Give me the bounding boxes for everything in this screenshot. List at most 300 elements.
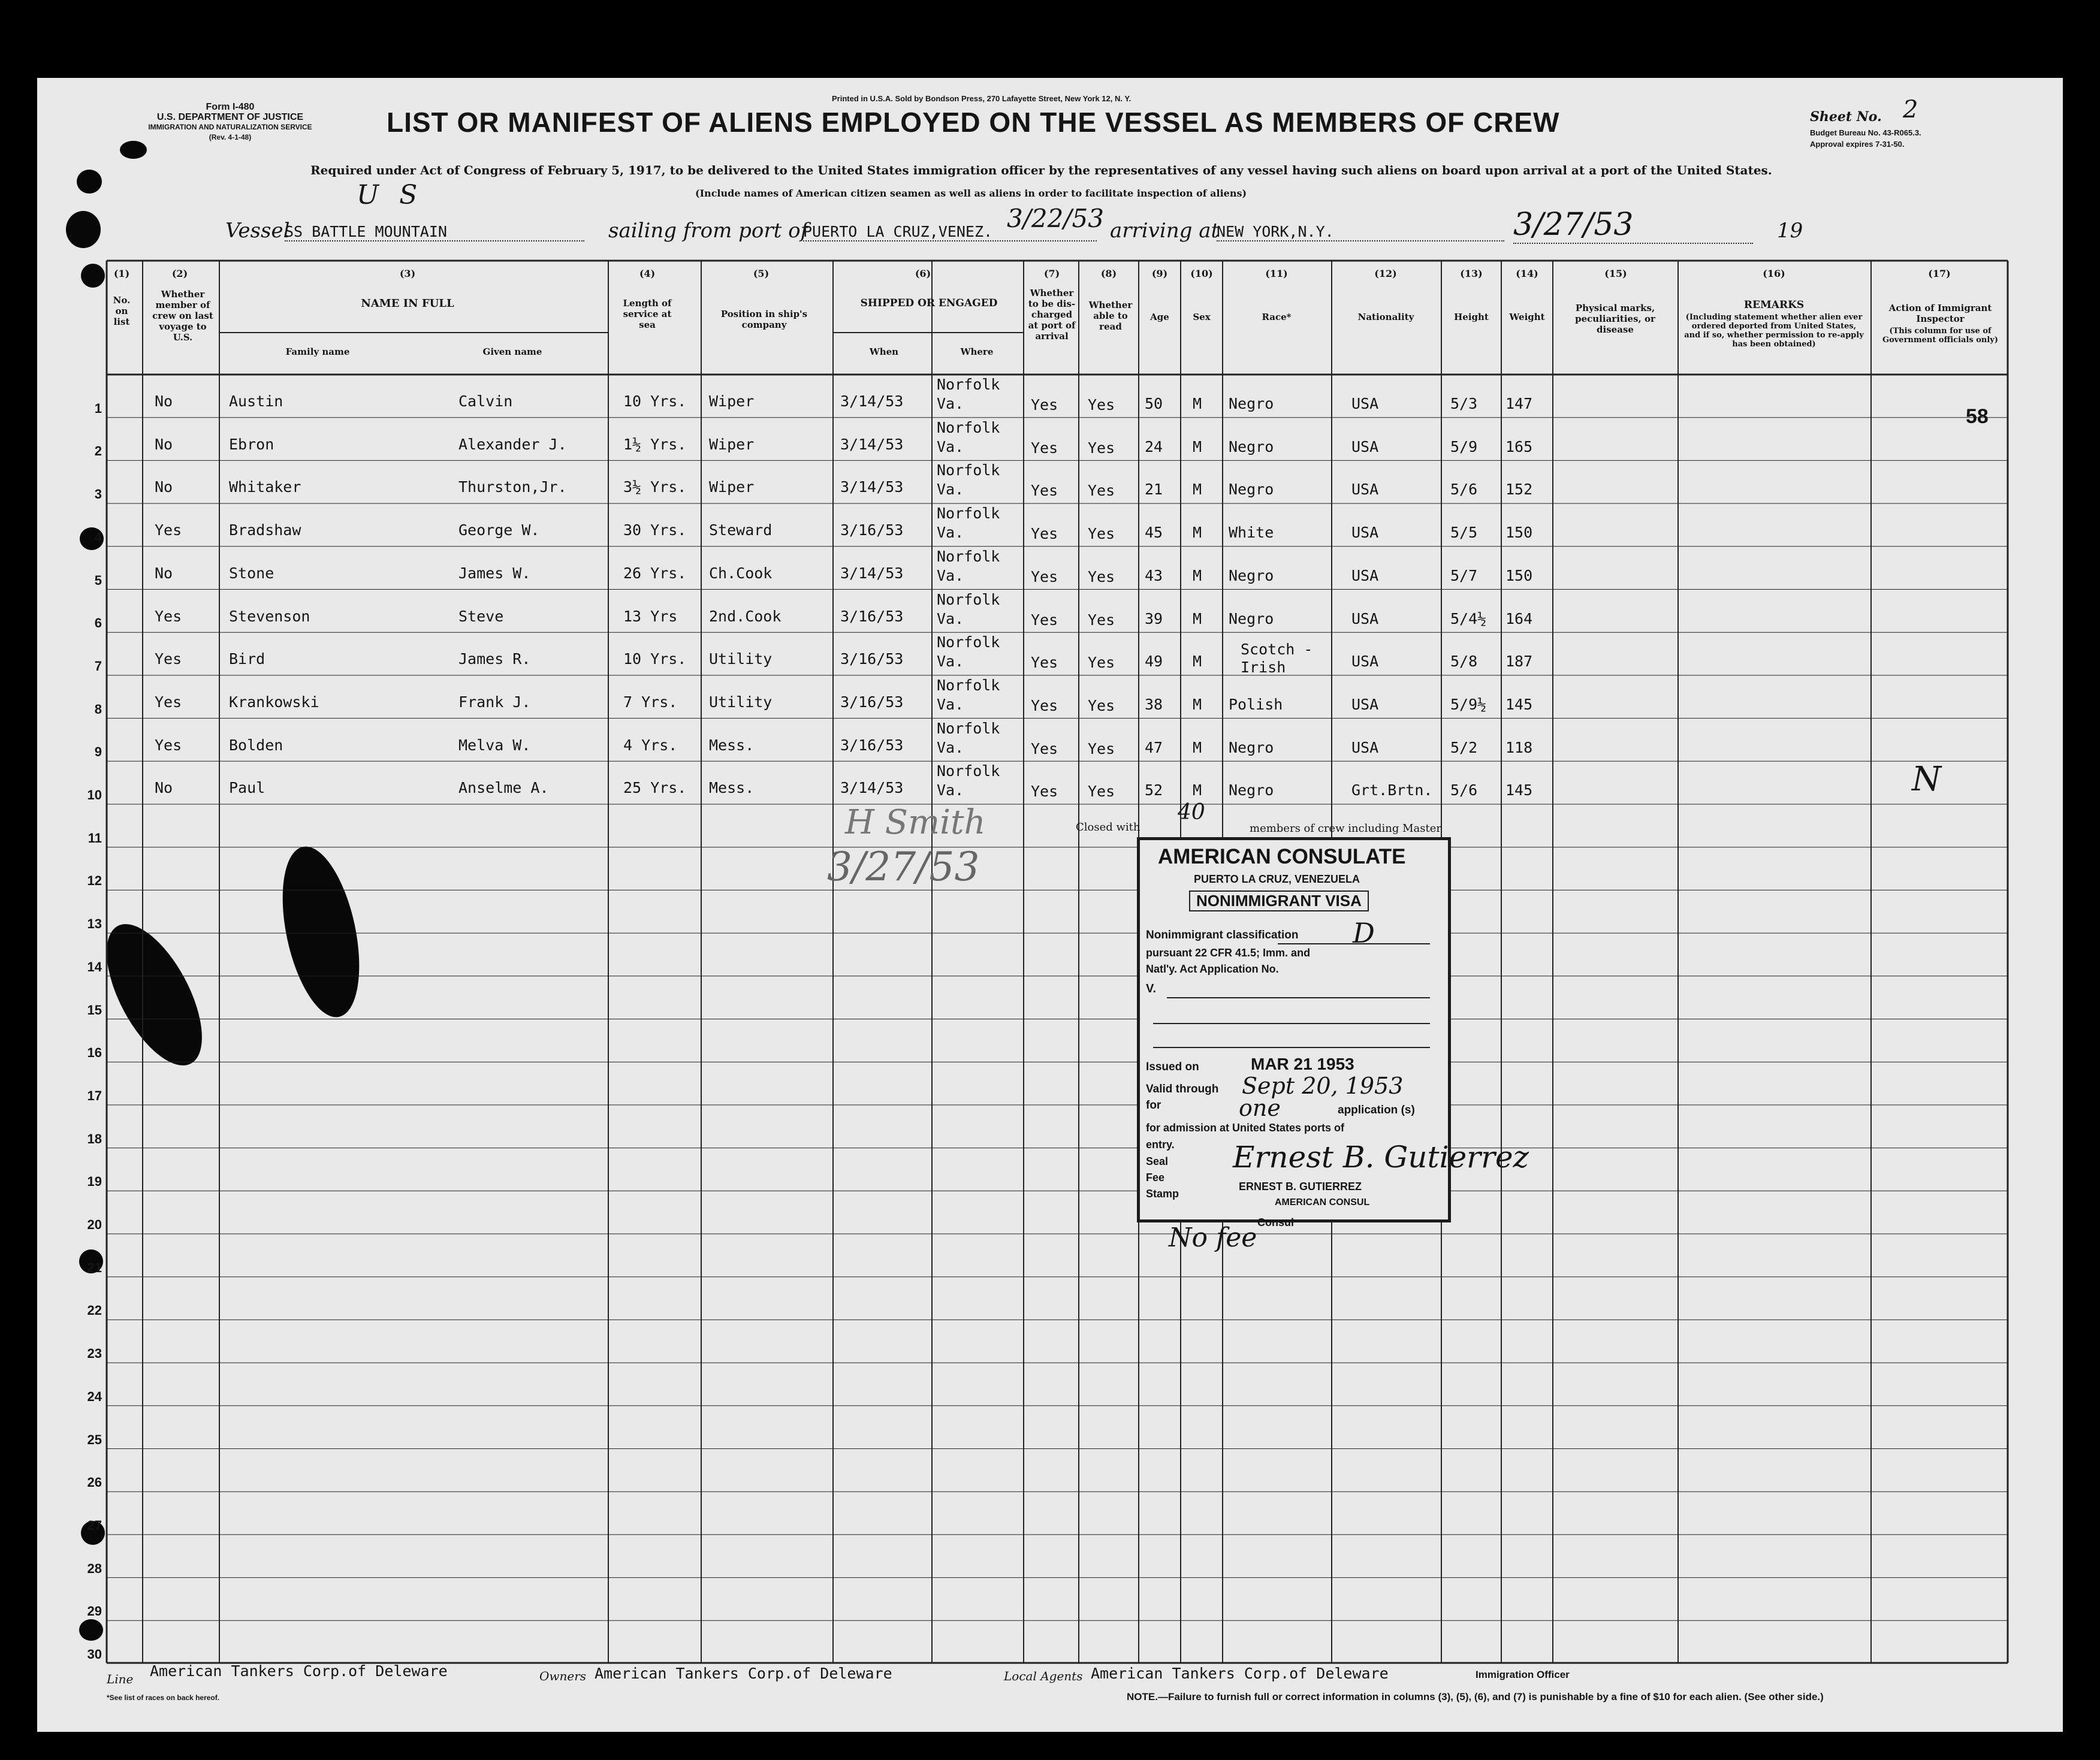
row-number: 6 bbox=[94, 615, 102, 631]
row-number: 16 bbox=[87, 1045, 102, 1061]
no-fee-note: No fee bbox=[1169, 1222, 1257, 1253]
cell-able-to-read: Yes bbox=[1088, 396, 1115, 413]
row-number: 27 bbox=[87, 1517, 102, 1533]
department: U.S. DEPARTMENT OF JUSTICE bbox=[156, 112, 304, 122]
cell-shipped-where: Norfolk bbox=[937, 590, 1000, 608]
cell-family-name: Bradshaw bbox=[229, 521, 301, 539]
column-header-sex: Sex bbox=[1193, 312, 1211, 322]
stamp-valid-label: Valid through bbox=[1146, 1083, 1219, 1095]
footer-officer-label: Immigration Officer bbox=[1476, 1669, 1570, 1680]
cell-service-length: 10 Yrs. bbox=[623, 393, 687, 410]
cell-weight: 164 bbox=[1505, 609, 1533, 627]
cell-family-name: Krankowski bbox=[229, 693, 319, 711]
form-number: Form I-480 bbox=[206, 102, 255, 112]
cell-height: 5/2 bbox=[1450, 738, 1478, 756]
inspector-signature: H Smith bbox=[845, 803, 986, 842]
service: IMMIGRATION AND NATURALIZATION SERVICE bbox=[148, 123, 312, 131]
cell-given-name: Melva W. bbox=[458, 736, 531, 754]
cell-given-name: Alexander J. bbox=[458, 435, 567, 453]
budget-bureau: Budget Bureau No. 43-R065.3. bbox=[1810, 128, 1921, 137]
column-number: (9) bbox=[1151, 268, 1168, 279]
cell-able-to-read: Yes bbox=[1088, 439, 1115, 457]
cell-discharged: Yes bbox=[1031, 611, 1058, 629]
cell-sex: M bbox=[1193, 566, 1202, 584]
cell-previous-voyage: No bbox=[155, 564, 173, 582]
cell-age: 43 bbox=[1145, 566, 1163, 584]
column-header-action-note: (This column for use of Government officials only) bbox=[1882, 327, 1998, 345]
sheet-number: 2 bbox=[1903, 96, 1918, 123]
row-number: 12 bbox=[87, 873, 102, 889]
cell-shipped-when: 3/14/53 bbox=[840, 478, 904, 496]
cell-position: Utility bbox=[709, 693, 773, 711]
column-header-given-name: Given name bbox=[482, 346, 542, 357]
row-number: 20 bbox=[87, 1217, 102, 1232]
column-number: (17) bbox=[1928, 268, 1951, 279]
column-header-where: Where bbox=[960, 346, 994, 357]
stamp-v-label: V. bbox=[1146, 982, 1157, 995]
cell-shipped-where: Norfolk bbox=[937, 719, 1000, 737]
cell-position: Steward bbox=[709, 521, 773, 539]
cell-height: 5/6 bbox=[1450, 781, 1478, 799]
cell-service-length: 4 Yrs. bbox=[623, 736, 678, 754]
cell-race: Polish bbox=[1229, 695, 1283, 713]
approval-expiry: Approval expires 7-31-50. bbox=[1810, 140, 1905, 149]
cell-family-name: Ebron bbox=[229, 435, 274, 453]
stamp-classification: D bbox=[1353, 917, 1375, 949]
stamp-application-count: one bbox=[1239, 1095, 1281, 1121]
cell-race: Negro bbox=[1229, 738, 1274, 756]
cell-family-name: Austin bbox=[229, 393, 283, 410]
year-label: 19 bbox=[1777, 219, 1803, 243]
row-number: 25 bbox=[87, 1432, 102, 1447]
footer-races-note: *See list of races on back hereof. bbox=[107, 1693, 220, 1702]
cell-shipped-where: Norfolk bbox=[937, 633, 1000, 651]
stamp-field-line bbox=[1278, 943, 1430, 944]
stamp-field-line bbox=[1153, 1047, 1430, 1048]
cell-shipped-where: Va. bbox=[937, 524, 964, 542]
column-header-nationality: Nationality bbox=[1357, 312, 1414, 322]
revision: (Rev. 4-1-48) bbox=[209, 133, 252, 141]
row-number: 5 bbox=[94, 572, 102, 588]
cell-service-length: 3½ Yrs. bbox=[623, 478, 687, 496]
arriving-date: 3/27/53 bbox=[1513, 207, 1753, 244]
cell-given-name: Calvin bbox=[458, 393, 513, 410]
cell-position: Ch.Cook bbox=[709, 564, 773, 582]
cell-age: 49 bbox=[1145, 653, 1163, 671]
row-number: 17 bbox=[87, 1088, 102, 1103]
column-number: (2) bbox=[171, 268, 188, 279]
cell-race: Negro bbox=[1229, 609, 1274, 627]
cell-shipped-where: Va. bbox=[937, 437, 964, 455]
column-header-length-of-service: Length of service at sea bbox=[623, 298, 672, 330]
cell-sex: M bbox=[1193, 738, 1202, 756]
cell-family-name: Stevenson bbox=[229, 607, 310, 625]
cell-previous-voyage: No bbox=[155, 478, 173, 496]
printer-line: Printed in U.S.A. Sold by Bondson Press, 270 Lafayette Street, New York 12, N. Y. bbox=[832, 94, 1132, 103]
stamp-pursuant: pursuant 22 CFR 41.5; Imm. and bbox=[1146, 947, 1311, 959]
stamp-field-line bbox=[1153, 1023, 1430, 1024]
footer-line-label: Line bbox=[107, 1672, 134, 1686]
row-number: 26 bbox=[87, 1475, 102, 1490]
column-number: (6) bbox=[915, 268, 931, 279]
row-number: 4 bbox=[94, 529, 102, 545]
column-number: (3) bbox=[399, 268, 416, 279]
cell-family-name: Bolden bbox=[229, 736, 283, 754]
stamp-classification-label: Nonimmigrant classification bbox=[1146, 929, 1299, 941]
consul-name: ERNEST B. GUTIERREZ bbox=[1239, 1181, 1362, 1193]
closed-note: Closed with bbox=[1076, 821, 1140, 834]
cell-nationality: Grt.Brtn. bbox=[1351, 781, 1433, 799]
cell-service-length: 7 Yrs. bbox=[623, 693, 678, 711]
footer-agents-value: American Tankers Corp.of Deleware bbox=[1091, 1665, 1389, 1682]
cell-nationality: USA bbox=[1351, 481, 1379, 499]
cell-age: 47 bbox=[1145, 738, 1163, 756]
cell-nationality: USA bbox=[1351, 437, 1379, 455]
cell-nationality: USA bbox=[1351, 524, 1379, 542]
column-header-when: When bbox=[869, 346, 899, 357]
cell-sex: M bbox=[1193, 781, 1202, 799]
row-number: 1 bbox=[94, 400, 102, 416]
cell-race: Irish bbox=[1241, 659, 1286, 677]
cell-position: 2nd.Cook bbox=[709, 607, 782, 625]
closed-count: 40 bbox=[1178, 800, 1205, 825]
cell-weight: 145 bbox=[1505, 695, 1533, 713]
column-header-action: Action of Immigrant Inspector bbox=[1888, 303, 1992, 324]
cell-shipped-where: Norfolk bbox=[937, 676, 1000, 694]
cell-service-length: 1½ Yrs. bbox=[623, 435, 687, 453]
row-number: 29 bbox=[87, 1604, 102, 1619]
cell-shipped-where: Va. bbox=[937, 566, 964, 584]
cell-shipped-where: Norfolk bbox=[937, 376, 1000, 393]
consulate-visa-stamp bbox=[1137, 837, 1529, 1222]
cell-able-to-read: Yes bbox=[1088, 482, 1115, 500]
vessel-name: SS BATTLE MOUNTAIN bbox=[285, 223, 584, 241]
vessel-label: Vessel bbox=[225, 219, 290, 243]
cell-shipped-when: 3/16/53 bbox=[840, 521, 904, 539]
cell-given-name: George W. bbox=[458, 521, 540, 539]
cell-height: 5/7 bbox=[1450, 566, 1478, 584]
cell-discharged: Yes bbox=[1031, 482, 1058, 500]
cell-able-to-read: Yes bbox=[1088, 611, 1115, 629]
cell-weight: 147 bbox=[1505, 395, 1533, 412]
cell-race: Negro bbox=[1229, 481, 1274, 499]
column-number: (15) bbox=[1604, 268, 1627, 279]
cell-race: Negro bbox=[1229, 395, 1274, 412]
cell-shipped-where: Norfolk bbox=[937, 461, 1000, 479]
cell-discharged: Yes bbox=[1031, 396, 1058, 413]
column-number: (11) bbox=[1265, 268, 1288, 279]
cell-position: Wiper bbox=[709, 393, 755, 410]
cell-service-length: 25 Yrs. bbox=[623, 779, 687, 797]
cell-previous-voyage: Yes bbox=[155, 693, 182, 711]
column-number: (8) bbox=[1100, 268, 1117, 279]
cell-previous-voyage: Yes bbox=[155, 736, 182, 754]
row-number: 22 bbox=[87, 1303, 102, 1318]
cell-service-length: 10 Yrs. bbox=[623, 650, 687, 668]
stamp-applications-label: application (s) bbox=[1338, 1104, 1415, 1116]
column-header-able-to-read: Whether able to read bbox=[1088, 300, 1133, 332]
cell-given-name: Frank J. bbox=[458, 693, 531, 711]
cell-shipped-when: 3/14/53 bbox=[840, 435, 904, 453]
cell-shipped-when: 3/14/53 bbox=[840, 779, 904, 797]
form-subtitle-note: (Include names of American citizen seamen as well as aliens in order to facilitate inspection of aliens) bbox=[695, 188, 1247, 199]
cell-previous-voyage: No bbox=[155, 435, 173, 453]
footer-owners-label: Owners bbox=[539, 1669, 587, 1683]
cell-shipped-when: 3/16/53 bbox=[840, 736, 904, 754]
cell-weight: 145 bbox=[1505, 781, 1533, 799]
cell-age: 52 bbox=[1145, 781, 1163, 799]
stamp-field-line bbox=[1167, 997, 1430, 998]
consul-signature: Ernest B. Gutierrez bbox=[1233, 1140, 1529, 1175]
cell-age: 21 bbox=[1145, 481, 1163, 499]
cell-discharged: Yes bbox=[1031, 654, 1058, 672]
row-number: 30 bbox=[87, 1647, 102, 1662]
stamp-issued-date: MAR 21 1953 bbox=[1251, 1055, 1354, 1073]
cell-given-name: Anselme A. bbox=[458, 779, 549, 797]
cell-previous-voyage: No bbox=[155, 779, 173, 797]
cell-race: Scotch - bbox=[1241, 641, 1313, 659]
cell-shipped-when: 3/14/53 bbox=[840, 564, 904, 582]
cell-position: Wiper bbox=[709, 478, 755, 496]
column-number: (14) bbox=[1516, 268, 1538, 279]
cell-nationality: USA bbox=[1351, 395, 1379, 412]
row-number: 24 bbox=[87, 1388, 102, 1404]
row-number: 18 bbox=[87, 1131, 102, 1146]
cell-shipped-where: Norfolk bbox=[937, 547, 1000, 565]
cell-weight: 150 bbox=[1505, 566, 1533, 584]
row-number: 15 bbox=[87, 1002, 102, 1018]
cell-height: 5/5 bbox=[1450, 524, 1478, 542]
cell-age: 50 bbox=[1145, 395, 1163, 412]
column-number: (16) bbox=[1763, 268, 1785, 279]
cell-age: 39 bbox=[1145, 609, 1163, 627]
cell-race: Negro bbox=[1229, 437, 1274, 455]
stamp-admission: for admission at United States ports of bbox=[1146, 1122, 1345, 1134]
cell-height: 5/3 bbox=[1450, 395, 1478, 412]
cell-sex: M bbox=[1193, 395, 1202, 412]
row-number: 10 bbox=[87, 787, 102, 802]
cell-discharged: Yes bbox=[1031, 567, 1058, 585]
cell-family-name: Paul bbox=[229, 779, 265, 797]
cell-service-length: 30 Yrs. bbox=[623, 521, 687, 539]
column-header-no: No. on list bbox=[113, 295, 131, 327]
column-header-age: Age bbox=[1150, 312, 1169, 322]
cell-position: Wiper bbox=[709, 435, 755, 453]
cell-able-to-read: Yes bbox=[1088, 783, 1115, 801]
cell-weight: 165 bbox=[1505, 437, 1533, 455]
row-number: 19 bbox=[87, 1174, 102, 1190]
row-number: 11 bbox=[88, 830, 102, 846]
column-number: (10) bbox=[1190, 268, 1213, 279]
closed-note: members of crew including Master bbox=[1250, 822, 1442, 835]
cell-given-name: Thurston,Jr. bbox=[458, 478, 567, 496]
cell-height: 5/9½ bbox=[1450, 695, 1487, 713]
cell-shipped-where: Va. bbox=[937, 653, 964, 671]
cell-given-name: James R. bbox=[458, 650, 531, 668]
cell-nationality: USA bbox=[1351, 738, 1379, 756]
cell-shipped-where: Va. bbox=[937, 695, 964, 713]
sheet-number-label: Sheet No. bbox=[1810, 109, 1882, 125]
cell-family-name: Bird bbox=[229, 650, 265, 668]
row-number: 2 bbox=[94, 443, 102, 459]
cell-previous-voyage: Yes bbox=[155, 521, 182, 539]
cell-age: 24 bbox=[1145, 437, 1163, 455]
cell-shipped-where: Norfolk bbox=[937, 762, 1000, 780]
footer-line-value: American Tankers Corp.of Deleware bbox=[150, 1662, 448, 1680]
arriving-port: NEW YORK,N.Y. bbox=[1217, 223, 1504, 241]
stamp-place: PUERTO LA CRUZ, VENEZUELA bbox=[1194, 873, 1360, 885]
column-number: (5) bbox=[753, 268, 770, 279]
stamp-visa-type: NONIMMIGRANT VISA bbox=[1189, 890, 1369, 911]
cell-shipped-where: Va. bbox=[937, 609, 964, 627]
row-number: 9 bbox=[94, 744, 102, 760]
row-number: 3 bbox=[94, 487, 102, 502]
cell-nationality: USA bbox=[1351, 566, 1379, 584]
column-header-remarks-note: (Including statement whether alien ever ordered deported from United States, and if so, whether permission to re-apply has been obtained) bbox=[1684, 313, 1864, 349]
cell-able-to-read: Yes bbox=[1088, 525, 1115, 543]
cell-discharged: Yes bbox=[1031, 525, 1058, 543]
footer-note: NOTE.—Failure to furnish full or correct information in columns (3), (5), (6), and (7) is punishable by a fine of $10 for each alien. (See other side.) bbox=[1127, 1691, 1824, 1702]
form-subtitle: Required under Act of Congress of February 5, 1917, to be delivered to the United States immigration officer by the representatives of any vessel having such aliens on board upon arrival at a port of the United States. bbox=[310, 163, 1772, 177]
cell-shipped-where: Va. bbox=[937, 481, 964, 499]
cell-height: 5/9 bbox=[1450, 437, 1478, 455]
action-annotation: N bbox=[1912, 760, 1941, 799]
column-header-discharged: Whether to be dis-charged at port of arrival bbox=[1028, 288, 1076, 342]
cell-able-to-read: Yes bbox=[1088, 567, 1115, 585]
row-number: 28 bbox=[87, 1560, 102, 1576]
sailing-label: sailing from port of bbox=[608, 219, 808, 243]
sailing-port: PUERTO LA CRUZ,VENEZ. bbox=[803, 223, 1097, 241]
cell-shipped-when: 3/16/53 bbox=[840, 693, 904, 711]
cell-discharged: Yes bbox=[1031, 696, 1058, 714]
cell-shipped-where: Va. bbox=[937, 781, 964, 799]
cell-discharged: Yes bbox=[1031, 783, 1058, 801]
row-number: 14 bbox=[87, 959, 102, 974]
cell-shipped-where: Norfolk bbox=[937, 505, 1000, 523]
form-header bbox=[137, 102, 323, 143]
cell-sex: M bbox=[1193, 653, 1202, 671]
stamp-fee-label: Fee bbox=[1146, 1172, 1165, 1184]
cell-weight: 118 bbox=[1505, 738, 1533, 756]
column-header-race: Race* bbox=[1262, 312, 1292, 322]
cell-shipped-when: 3/14/53 bbox=[840, 393, 904, 410]
stamp-for-label: for bbox=[1146, 1099, 1161, 1112]
cell-given-name: Steve bbox=[458, 607, 504, 625]
column-header-family-name: Family name bbox=[285, 346, 350, 357]
cell-able-to-read: Yes bbox=[1088, 739, 1115, 757]
stamp-entry: entry. bbox=[1146, 1139, 1175, 1151]
cell-family-name: Stone bbox=[229, 564, 274, 582]
row-number: 13 bbox=[87, 916, 102, 932]
cell-discharged: Yes bbox=[1031, 739, 1058, 757]
footer-owners-value: American Tankers Corp.of Deleware bbox=[595, 1665, 892, 1682]
cell-sex: M bbox=[1193, 524, 1202, 542]
cell-sex: M bbox=[1193, 695, 1202, 713]
column-header-weight: Weight bbox=[1509, 312, 1545, 322]
cell-height: 5/6 bbox=[1450, 481, 1478, 499]
stamp-stamp-label: Stamp bbox=[1146, 1188, 1179, 1200]
cell-sex: M bbox=[1193, 609, 1202, 627]
cell-shipped-when: 3/16/53 bbox=[840, 650, 904, 668]
cell-race: White bbox=[1229, 524, 1274, 542]
page-title: LIST OR MANIFEST OF ALIENS EMPLOYED ON THE VESSEL AS MEMBERS OF CREW bbox=[387, 107, 1560, 138]
cell-given-name: James W. bbox=[458, 564, 531, 582]
cell-shipped-where: Va. bbox=[937, 395, 964, 412]
vessel-annotation: U S bbox=[357, 180, 424, 210]
cell-position: Mess. bbox=[709, 779, 755, 797]
cell-shipped-when: 3/16/53 bbox=[840, 607, 904, 625]
cell-service-length: 26 Yrs. bbox=[623, 564, 687, 582]
cell-shipped-where: Norfolk bbox=[937, 418, 1000, 436]
cell-able-to-read: Yes bbox=[1088, 696, 1115, 714]
row-number: 23 bbox=[87, 1346, 102, 1361]
inspector-date: 3/27/53 bbox=[827, 844, 980, 890]
cell-nationality: USA bbox=[1351, 695, 1379, 713]
row-number: 21 bbox=[87, 1260, 102, 1275]
column-number: (7) bbox=[1043, 268, 1060, 279]
cell-previous-voyage: No bbox=[155, 393, 173, 410]
column-number: (4) bbox=[639, 268, 656, 279]
consul-line: AMERICAN CONSUL bbox=[1275, 1197, 1370, 1207]
cell-previous-voyage: Yes bbox=[155, 607, 182, 625]
stamp-title: AMERICAN CONSULATE bbox=[1158, 845, 1406, 868]
footer-agents-label: Local Agents bbox=[1004, 1669, 1083, 1683]
cell-family-name: Whitaker bbox=[229, 478, 301, 496]
column-header-name: NAME IN FULL bbox=[361, 297, 454, 310]
cell-height: 5/8 bbox=[1450, 653, 1478, 671]
cell-weight: 150 bbox=[1505, 524, 1533, 542]
column-header-position: Position in ship's company bbox=[720, 309, 808, 330]
cell-nationality: USA bbox=[1351, 609, 1379, 627]
cell-sex: M bbox=[1193, 481, 1202, 499]
column-header-shipped: SHIPPED OR ENGAGED bbox=[860, 297, 998, 309]
column-number: (1) bbox=[113, 268, 130, 279]
stamp-natl-act: Natl'y. Act Application No. bbox=[1146, 963, 1279, 975]
column-header-previous-voyage: Whether member of crew on last voyage to U.S. bbox=[152, 289, 213, 343]
stamp-valid-date: Sept 20, 1953 bbox=[1242, 1073, 1404, 1099]
cell-weight: 187 bbox=[1505, 653, 1533, 671]
action-annotation: 58 bbox=[1966, 405, 1989, 428]
column-number: (13) bbox=[1460, 268, 1483, 279]
stamp-issued-label: Issued on bbox=[1146, 1061, 1199, 1073]
cell-race: Negro bbox=[1229, 566, 1274, 584]
cell-age: 45 bbox=[1145, 524, 1163, 542]
cell-height: 5/4½ bbox=[1450, 609, 1487, 627]
cell-position: Mess. bbox=[709, 736, 755, 754]
cell-shipped-where: Va. bbox=[937, 738, 964, 756]
cell-able-to-read: Yes bbox=[1088, 654, 1115, 672]
column-header-height: Height bbox=[1454, 312, 1489, 322]
column-number: (12) bbox=[1374, 268, 1397, 279]
consul-title: Consul bbox=[1257, 1216, 1294, 1228]
cell-position: Utility bbox=[709, 650, 773, 668]
cell-previous-voyage: Yes bbox=[155, 650, 182, 668]
row-number: 7 bbox=[94, 658, 102, 674]
cell-race: Negro bbox=[1229, 781, 1274, 799]
column-header-remarks: REMARKS bbox=[1743, 299, 1805, 311]
arriving-label: arriving at bbox=[1110, 219, 1220, 243]
sailing-date: 3/22/53 bbox=[1007, 204, 1104, 233]
cell-age: 38 bbox=[1145, 695, 1163, 713]
cell-sex: M bbox=[1193, 437, 1202, 455]
cell-weight: 152 bbox=[1505, 481, 1533, 499]
cell-discharged: Yes bbox=[1031, 439, 1058, 457]
row-number: 8 bbox=[94, 701, 102, 717]
stamp-seal-label: Seal bbox=[1146, 1155, 1169, 1167]
cell-service-length: 13 Yrs bbox=[623, 607, 678, 625]
cell-nationality: USA bbox=[1351, 653, 1379, 671]
column-header-physical-marks: Physical marks, peculiarities, or disease bbox=[1575, 303, 1655, 335]
